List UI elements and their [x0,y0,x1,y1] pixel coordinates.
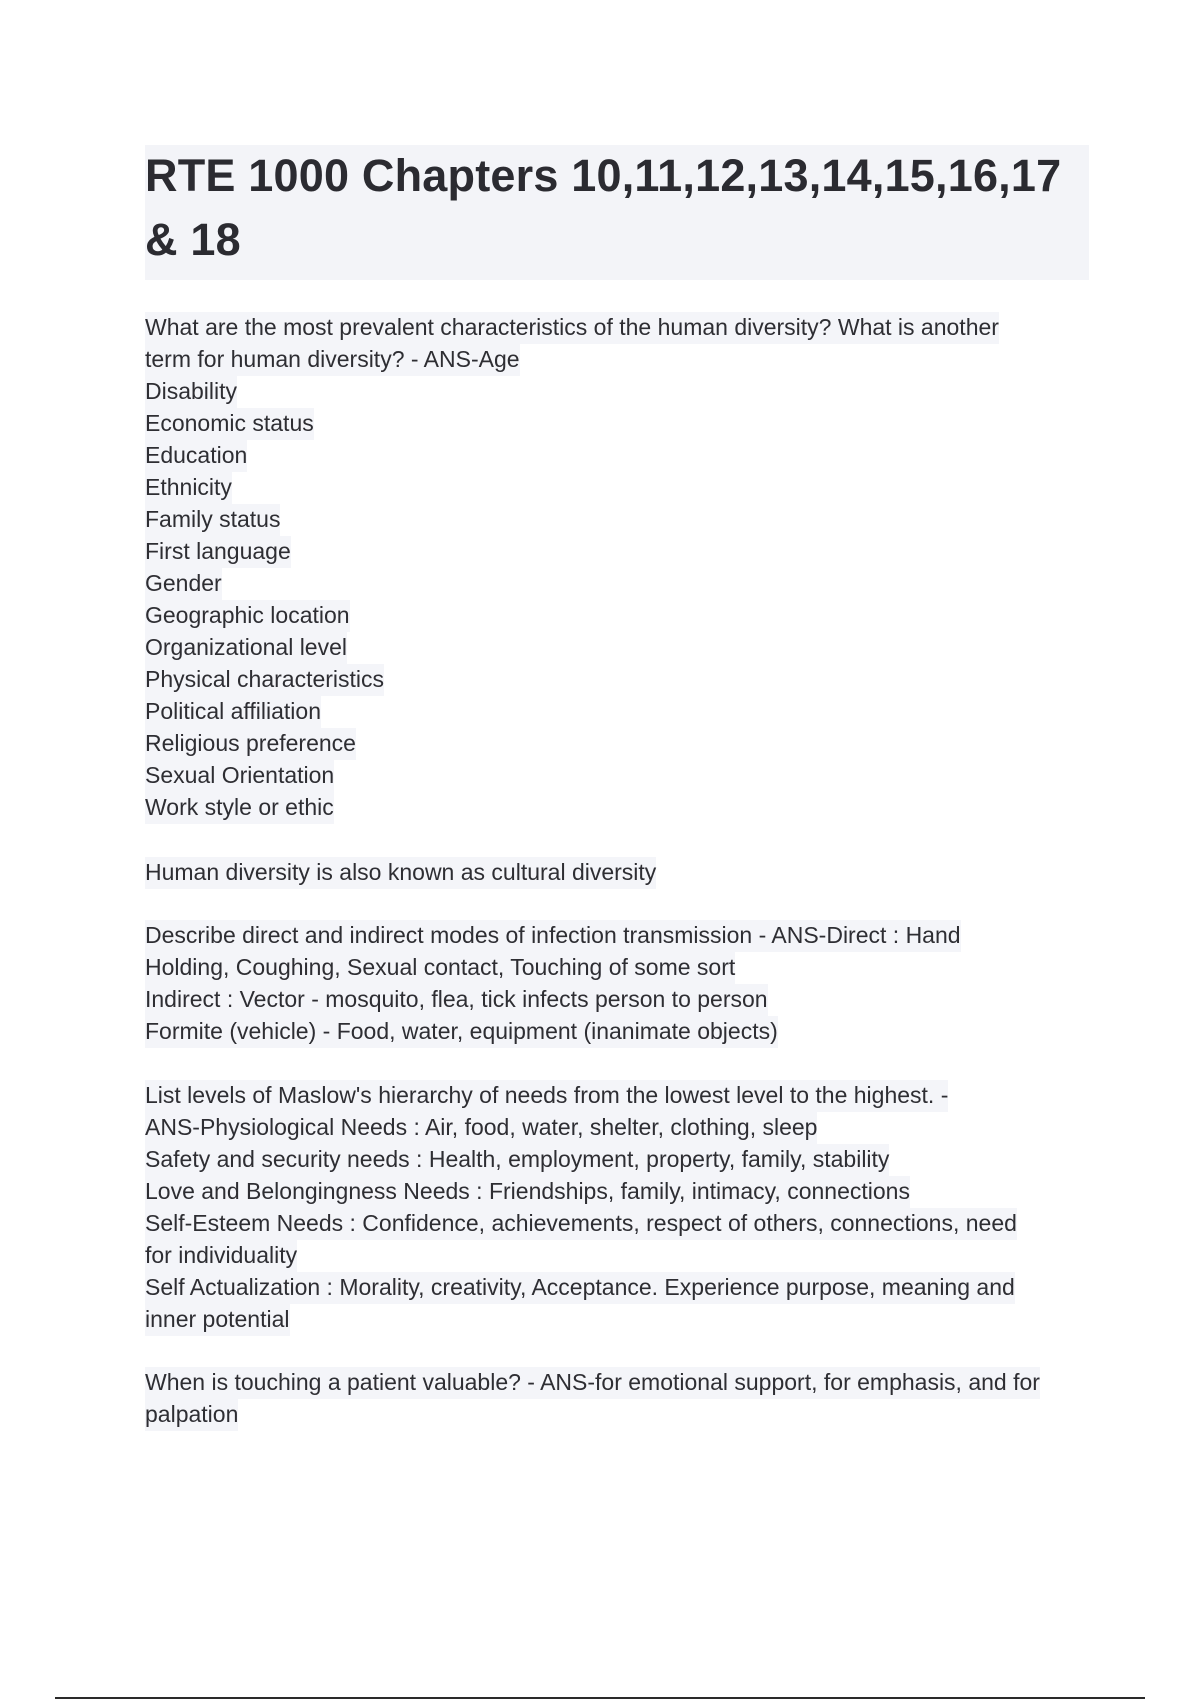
body-line: palpation [145,1399,238,1431]
body-line: Self Actualization : Morality, creativity, Acceptance. Experience purpose, meaning and [145,1272,1015,1304]
title-line-1: RTE 1000 Chapters 10,11,12,13,14,15,16,17 [145,150,1062,201]
body-line: Work style or ethic [145,792,334,824]
body-line: Political affiliation [145,696,321,728]
body-line: List levels of Maslow's hierarchy of needs from the lowest level to the highest. - [145,1080,948,1112]
body-line: First language [145,536,291,568]
body-line: Human diversity is also known as cultural diversity [145,857,656,889]
body-line: Self-Esteem Needs : Confidence, achievements, respect of others, connections, need [145,1208,1017,1240]
body-line: Gender [145,568,222,600]
title-line-2: & 18 [145,214,241,265]
body-line: for individuality [145,1240,297,1272]
body-line: inner potential [145,1304,290,1336]
body-line: Formite (vehicle) - Food, water, equipment (inanimate objects) [145,1016,778,1048]
document-title [145,145,1089,280]
body-line: Love and Belongingness Needs : Friendships, family, intimacy, connections [145,1176,910,1208]
body-line: Describe direct and indirect modes of infection transmission - ANS-Direct : Hand [145,920,961,952]
body-line: Religious preference [145,728,356,760]
body-line: Disability [145,376,237,408]
body-line: Economic status [145,408,314,440]
body-line: Sexual Orientation [145,760,334,792]
body-line: Geographic location [145,600,350,632]
body-line: Education [145,440,247,472]
body-line: Indirect : Vector - mosquito, flea, tick infects person to person [145,984,768,1016]
body-line: ANS-Physiological Needs : Air, food, water, shelter, clothing, sleep [145,1112,817,1144]
body-line: What are the most prevalent characteristics of the human diversity? What is another [145,312,999,344]
footer-divider [55,1697,1145,1699]
body-line: Physical characteristics [145,664,384,696]
body-line: Organizational level [145,632,347,664]
body-line: When is touching a patient valuable? - ANS-for emotional support, for emphasis, and for [145,1367,1040,1399]
body-line: term for human diversity? - ANS-Age [145,344,520,376]
body-line: Family status [145,504,280,536]
body-line: Safety and security needs : Health, employment, property, family, stability [145,1144,889,1176]
body-line: Holding, Coughing, Sexual contact, Touching of some sort [145,952,735,984]
body-line: Ethnicity [145,472,232,504]
